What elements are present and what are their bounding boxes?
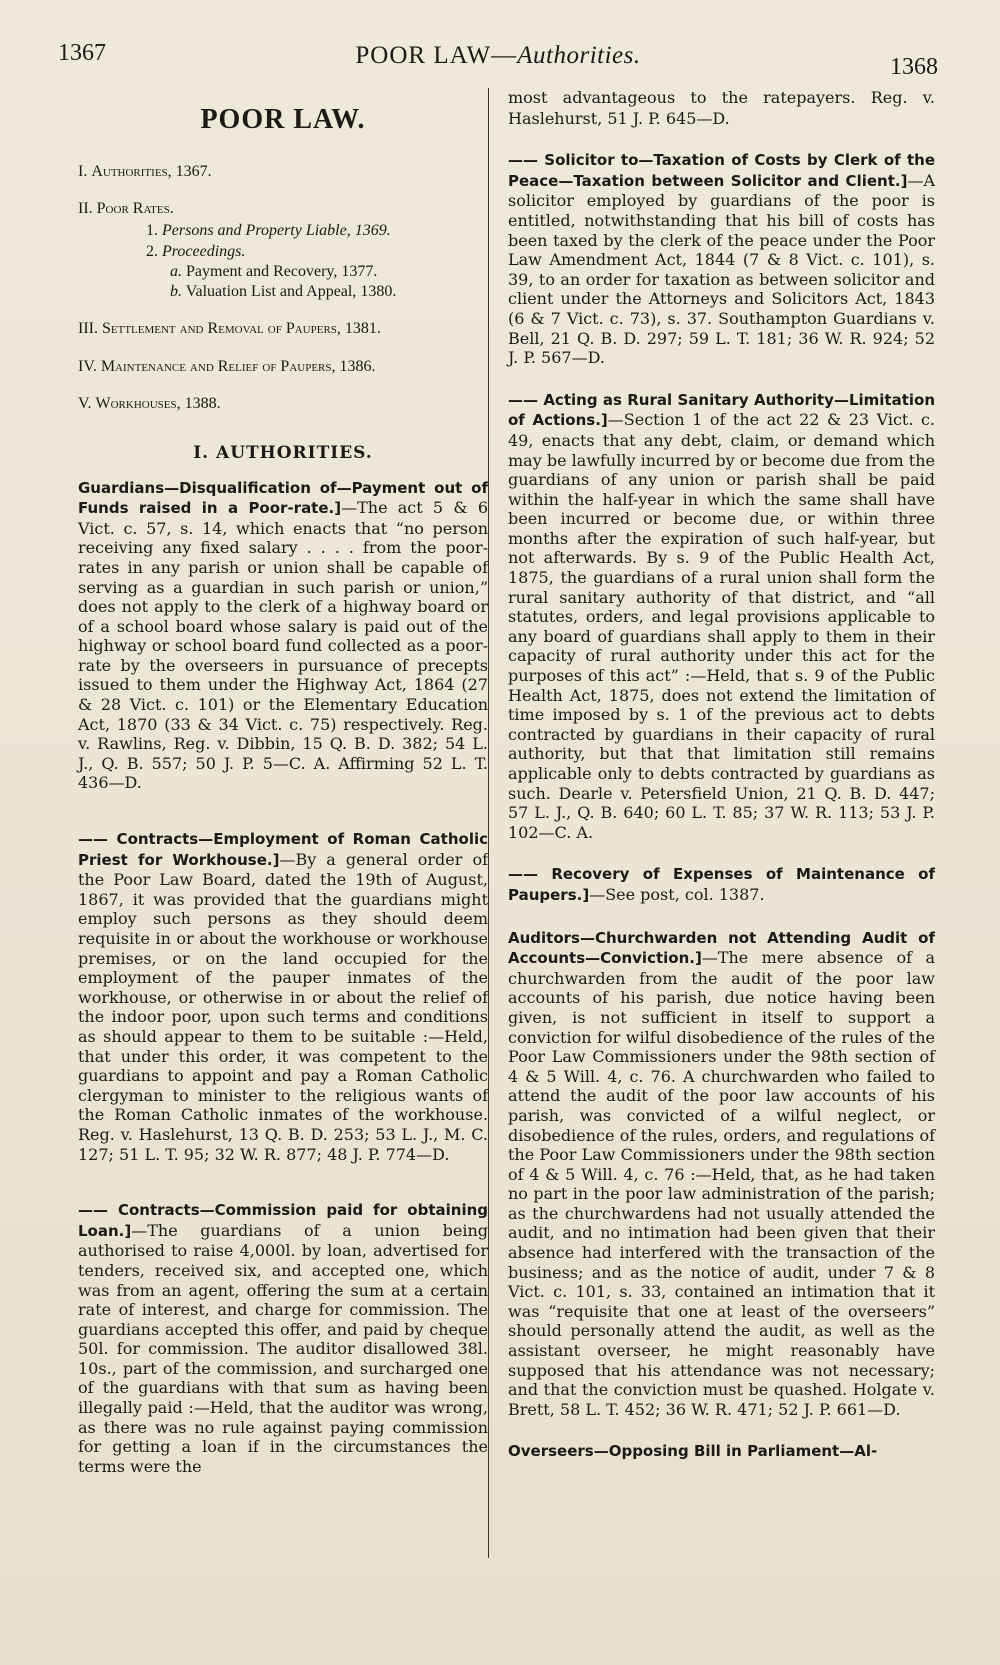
- left-column: [78, 88, 488, 1498]
- column-divider: [488, 88, 489, 1558]
- toc-item: III. Settlement and Removal of Paupers, 1381.: [78, 320, 381, 338]
- case-entry: —— Contracts—Employment of Roman Catholic Priest for Workhouse.]—By a general order of the Poor Law Board, dated the 19th of August, 1867, it was provided that the guardians might employ such persons as they should deem requisite in or about the workhouse or workhouse premises, or on the land occupied for the employment of the pauper inmates of the workhouse, or otherwise in or about the relief of the indoor poor, upon such terms and conditions as should appear to them to be suitable :—Held, that under this order, it was competent to the guardians to appoint and pay a Roman Catholic clergyman to minister to the religious wants of the Roman Catholic inmates of the workhouse. Reg. v. Haslehurst, 13 Q. B. D. 253; 53 L. J., M. C. 127; 51 L. T. 95; 32 W. R. 877; 48 J. P. 774—D.: [78, 830, 488, 1164]
- case-entry: Overseers—Opposing Bill in Parliament—Al-: [508, 1442, 878, 1461]
- left-page-number: 1367: [58, 40, 106, 66]
- case-entry: —— Recovery of Expenses of Maintenance of Paupers.]—See post, col. 1387.: [508, 865, 935, 904]
- right-page-number: 1368: [890, 54, 938, 80]
- table-of-contents: [78, 162, 488, 414]
- case-entry: —— Contracts—Commission paid for obtaining Loan.]—The guardians of a union being authorised to raise 4,000l. by loan, advertised for tenders, received six, and accepted one, which was from an agent, offering the sum at a certain rate of interest, and charge for commission. The guardians accepted this offer, and paid by cheque 50l. for commission. The auditor disallowed 38l. 10s., part of the commission, and surcharged one of the guardians with that sum as having been illegally paid :—Held, that the auditor was wrong, as there was no rule against paying commission for getting a loan if in the circumstances the terms were the: [78, 1201, 488, 1476]
- case-entry: most advantageous to the ratepayers. Reg. v. Haslehurst, 51 J. P. 645—D.: [508, 88, 935, 128]
- toc-item: V. Workhouses, 1388.: [78, 395, 221, 413]
- section-heading: I. AUTHORITIES.: [193, 442, 373, 463]
- toc-item: IV. Maintenance and Relief of Paupers, 1386.: [78, 357, 376, 375]
- case-entry: Auditors—Churchwarden not Attending Audit of Accounts—Conviction.]—The mere absence of a churchwarden from the audit of the poor law accounts of his parish, due notice having been given, is not sufficient in itself to support a conviction for wilful disobedience of the rules of the Poor Law Commissioners under the 98th section of 4 & 5 Will. 4, c. 76. A churchwarden who failed to attend the audit of the poor law accounts of his parish, was convicted of a wilful neglect, or disobedience of the rules, orders, and regulations of the Poor Law Commissioners under the 98th section of 4 & 5 Will. 4, c. 76 :—Held, that, as he had taken no part in the poor law administration of the parish; as the churchwardens had not usually attended the audit, and no intimation had been given that their absence had interfered with the transaction of the business; and as the notice of audit, under 7 & 8 Vict. c. 101, s. 33, contained an intimation that it was “requisite that one at least of the overseers” should personally attend the audit, as well as the assistant overseer, he might reasonably have supposed that his attendance was not necessary; and that the conviction must be quashed. Holgate v. Brett, 58 L. T. 452; 36 W. R. 471; 52 J. P. 661—D.: [508, 928, 935, 1419]
- right-column: [508, 88, 935, 1484]
- case-entry: Guardians—Disqualification of—Payment out of Funds raised in a Poor-rate.]—The act 5 & 6 Vict. c. 57, s. 14, which enacts that “no person receiving any fixed salary . . . . from the poor-rates in any parish or union shall be capable of serving as a guardian in such parish or union,” does not apply to the clerk of a highway board or of a school board whose salary is paid out of the highway or school board fund collected as a poor-rate by the overseers in pursuance of precepts issued to them under the Highway Act, 1864 (27 & 28 Vict. c. 101) or the Elementary Education Act, 1870 (33 & 34 Vict. c. 75) respectively. Reg. v. Rawlins, Reg. v. Dibbin, 15 Q. B. D. 382; 54 L. J., Q. B. 557; 50 J. P. 5—C. A. Affirming 52 L. T. 436—D.: [78, 478, 488, 793]
- page-title: POOR LAW.: [200, 104, 366, 135]
- running-title: [58, 42, 938, 70]
- toc-item: II. Poor Rates. 1. Persons and Property Liable, 1369. 2. Proceedings. a. Payment and Recovery, 1377. b. Valuation List and Appeal, 1380.: [78, 200, 397, 300]
- running-title-main: POOR LAW—: [355, 42, 518, 69]
- case-entry: —— Acting as Rural Sanitary Authority—Limitation of Actions.]—Section 1 of the act 22 & 23 Vict. c. 49, enacts that any debt, claim, or demand which may be lawfully incurred by or become due from the guardians of any union or parish shall be paid within the half-year in which the same shall have been incurred or become due, or within three months after the expiration of such half-year, but not afterwards. By s. 9 of the Public Health Act, 1875, the guardians of a rural union shall form the rural sanitary authority of that district, and “all statutes, orders, and legal provisions applicable to any board of guardians shall apply to them in their capacity of rural authority under this act for the purposes of this act” :—Held, that s. 9 of the Public Health Act, 1875, does not extend the limitation of time imposed by s. 1 of the previous act to debts contracted by guardians in their capacity of rural authority, but that that limitation still remains applicable only to debts contracted by guardians as such. Dearle v. Petersfield Union, 21 Q. B. D. 447; 57 L. J., Q. B. 640; 60 L. T. 85; 37 W. R. 113; 53 J. P. 102—C. A.: [508, 390, 935, 842]
- running-title-italic: Authorities.: [517, 42, 641, 69]
- running-header: [58, 40, 938, 80]
- toc-item: I. Authorities, 1367.: [78, 162, 212, 180]
- case-entry: —— Solicitor to—Taxation of Costs by Clerk of the Peace—Taxation between Solicitor and Client.]—A solicitor employed by guardians of the poor is entitled, notwithstanding that his bill of costs has been taxed by the clerk of the peace under the Poor Law Amendment Act, 1844 (7 & 8 Vict. c. 101), s. 39, to an order for taxation as between solicitor and client under the Attorneys and Solicitors Act, 1843 (6 & 7 Vict. c. 73), s. 37. Southampton Guardians v. Bell, 21 Q. B. D. 297; 59 L. T. 181; 36 W. R. 924; 52 J. P. 567—D.: [508, 151, 935, 368]
